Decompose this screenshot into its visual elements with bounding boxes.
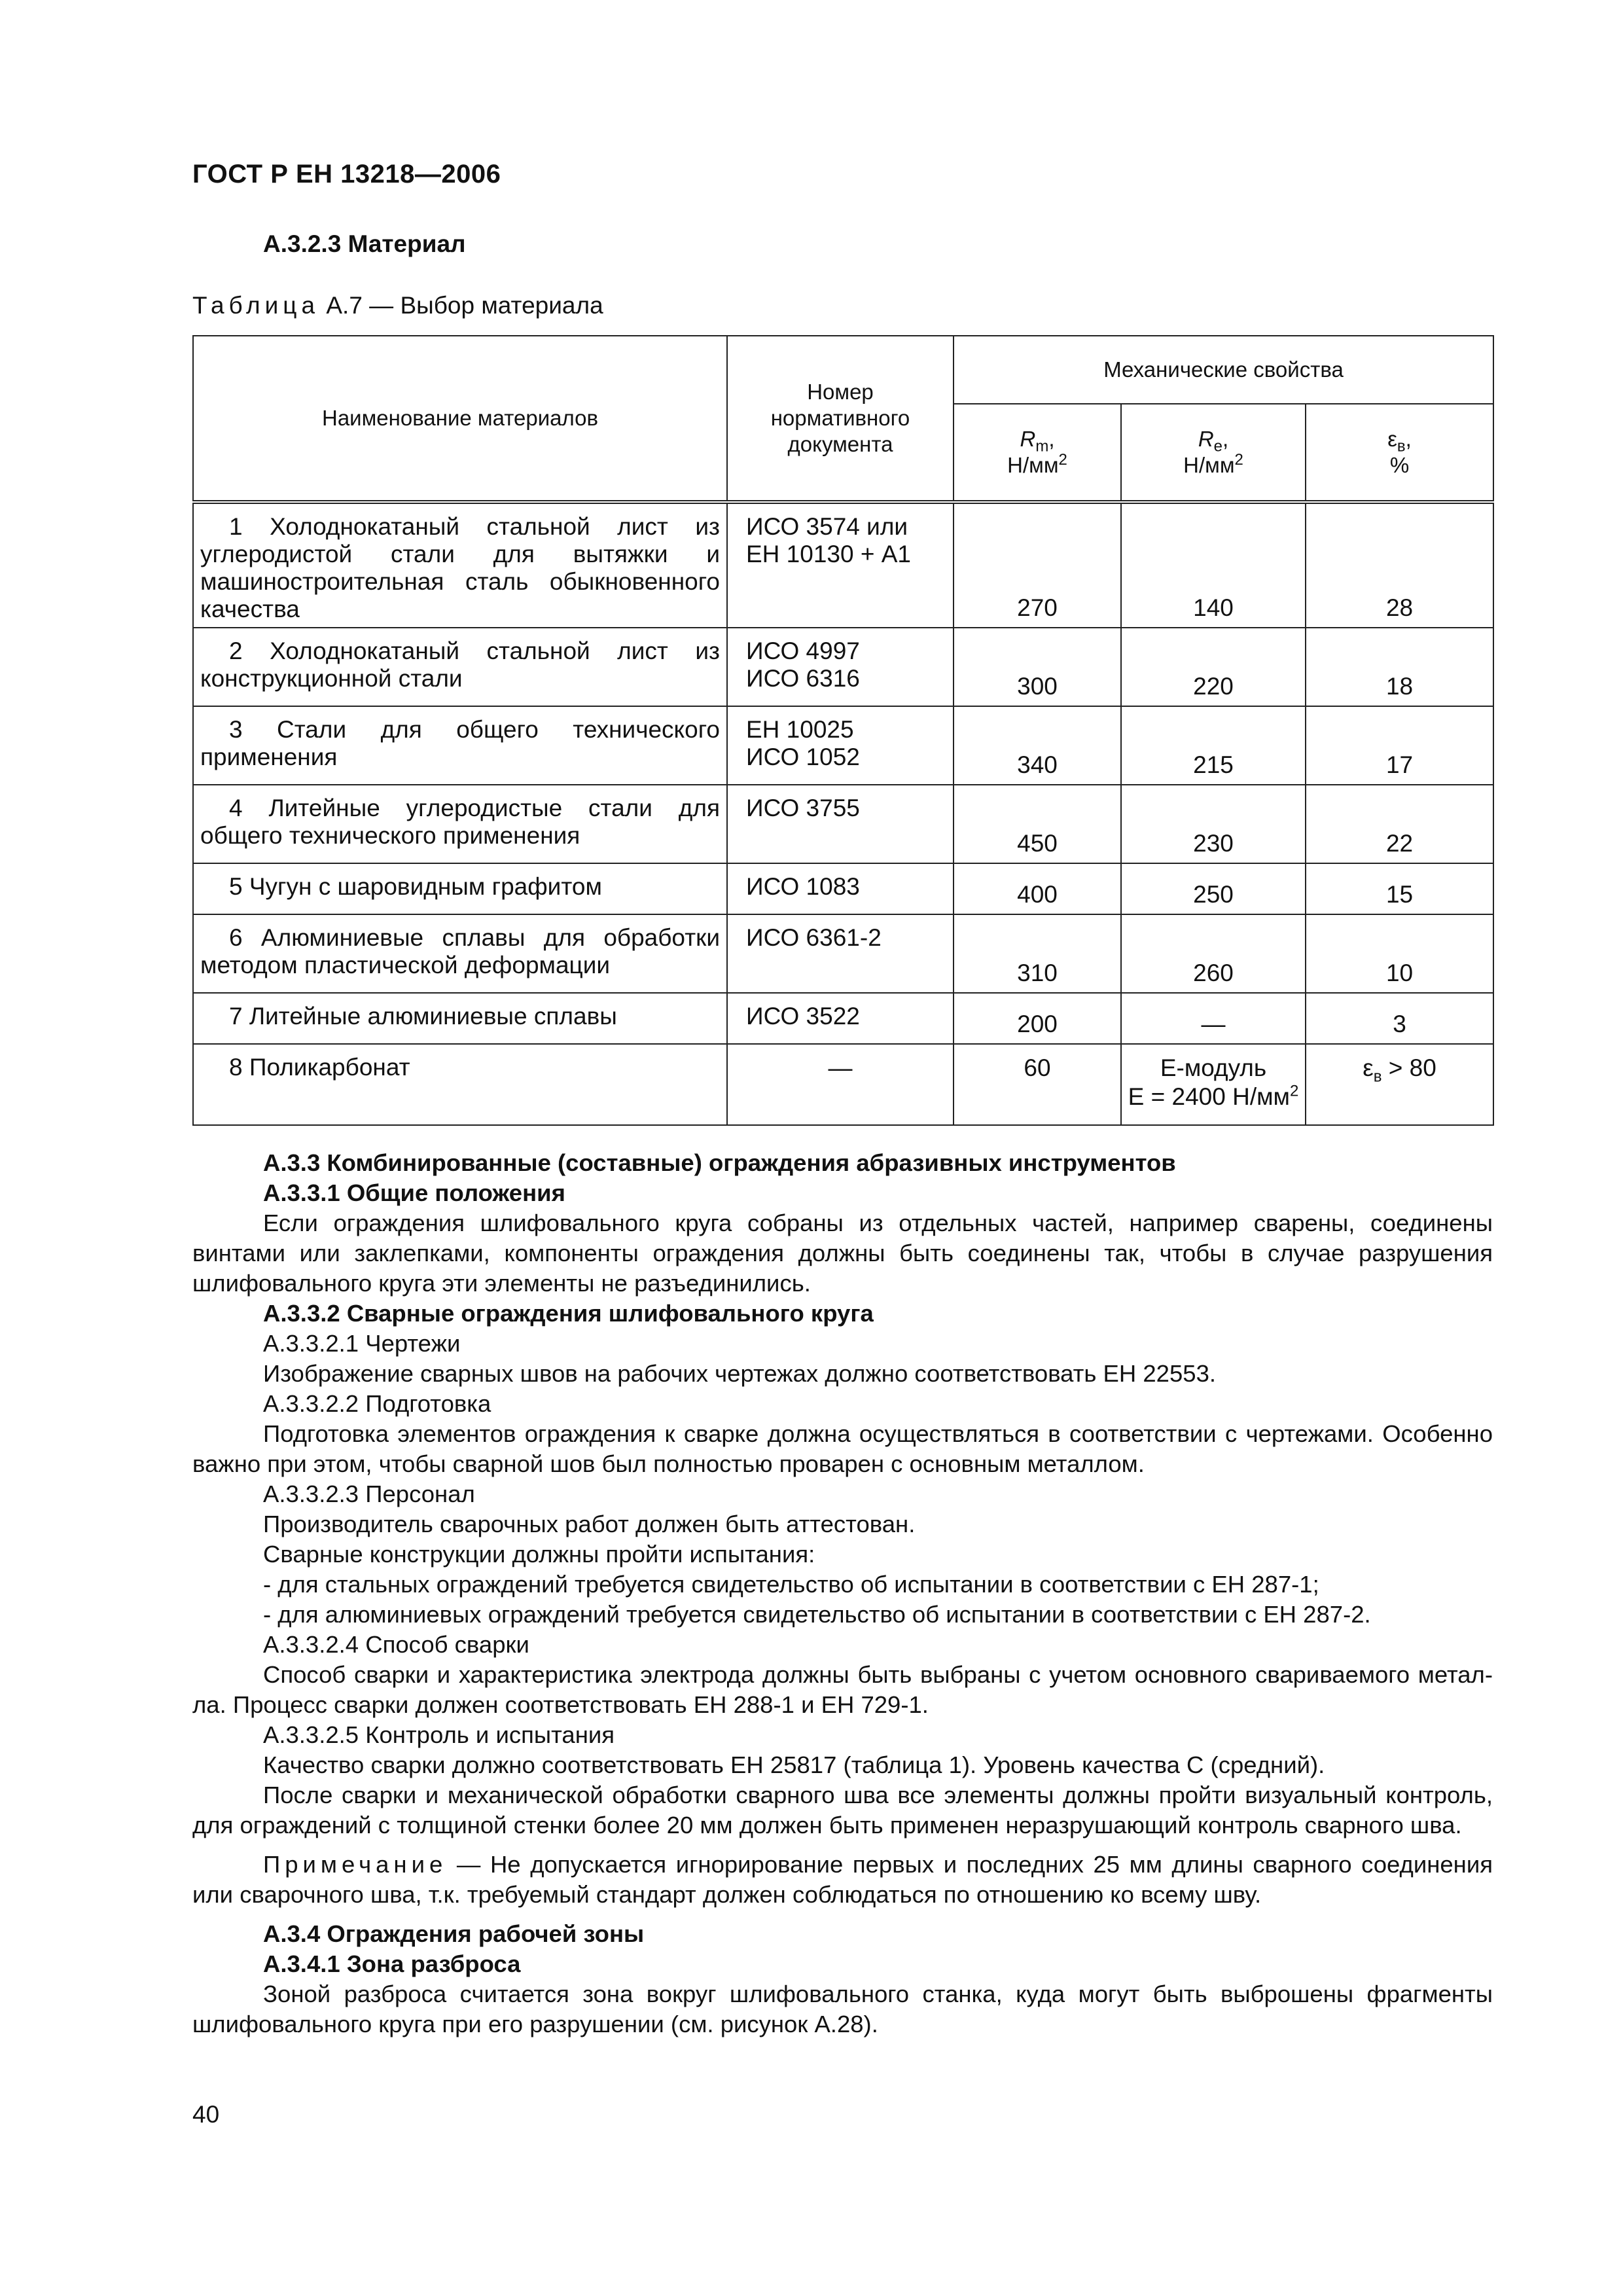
page-number: 40 bbox=[192, 2101, 220, 2128]
epsilon-cell: $\varepsilon_в > 80$ bbox=[1306, 1044, 1493, 1125]
paragraph: Производитель сварочных работ должен быть аттестован. bbox=[263, 1511, 916, 1537]
header-re: $R_e$, $Н/мм^2$ bbox=[1121, 404, 1306, 502]
paragraph: Подготовка элементов ограждения к сварке должна осуществляться в соответствии с чертежами. Особенно важно при этом, чтобы сварной шов был полностью проварен с основным металлом. bbox=[192, 1420, 1493, 1477]
doc-cell: ИСО 3574 или ЕН 10130 + А1 bbox=[727, 502, 954, 628]
doc-cell: — bbox=[727, 1044, 954, 1125]
heading-a341: А.3.4.1 Зона разброса bbox=[263, 1950, 521, 1977]
table-caption-label: Таблица bbox=[192, 292, 320, 319]
re-cell: 215 bbox=[1121, 706, 1306, 785]
epsilon-cell: 3 bbox=[1306, 993, 1493, 1044]
rm-cell: 310 bbox=[954, 914, 1121, 993]
list-item: - для стальных ограждений требуется свидетельство об испытании в соответствии с ЕН 287-1; bbox=[263, 1571, 1319, 1598]
note-text: — Не допускается игнорирование первых и последних 25 мм длины сварного соединения или сварочного шва, т.к. требуемый стандарт должен соблюдаться по отношению ко всему шву. bbox=[192, 1851, 1493, 1908]
doc-cell: ИСО 1083 bbox=[727, 863, 954, 914]
material-name-cell: 7 Литейные алюминиевые сплавы bbox=[193, 993, 727, 1044]
rm-cell: 270 bbox=[954, 502, 1121, 628]
material-name-cell: 6 Алюминиевые сплавы для обработки методом пластической деформации bbox=[193, 914, 727, 993]
re-cell: 140 bbox=[1121, 502, 1306, 628]
epsilon-cell: 28 bbox=[1306, 502, 1493, 628]
rm-cell: 450 bbox=[954, 785, 1121, 863]
heading-a3323: А.3.3.2.3 Персонал bbox=[263, 1480, 475, 1507]
table-caption-text: А.7 — Выбор материала bbox=[319, 292, 603, 319]
note-label: Примечание bbox=[263, 1851, 448, 1878]
paragraph: Способ сварки и характеристика электрода должны быть выбраны с учетом основного свариваемого металла. Процесс сварки должен соответствовать ЕН 288-1 и ЕН 729-1. bbox=[192, 1661, 1493, 1718]
table-row bbox=[193, 863, 1493, 914]
doc-cell: ИСО 3522 bbox=[727, 993, 954, 1044]
doc-cell: ИСО 3755 bbox=[727, 785, 954, 863]
rm-cell: 60 bbox=[954, 1044, 1121, 1125]
paragraph: После сварки и механической обработки сварного шва все элементы должны пройти визуальный контроль, для ограждений с толщиной стенки более 20 мм должен быть применен неразрушающий контроль сварного шва. bbox=[192, 1782, 1493, 1839]
header-mechanical-properties: Механические свойства bbox=[954, 336, 1493, 404]
rm-cell: 340 bbox=[954, 706, 1121, 785]
header-material-name: Наименование материалов bbox=[193, 336, 727, 502]
table-row bbox=[193, 706, 1493, 785]
doc-cell: ИСО 4997 ИСО 6316 bbox=[727, 628, 954, 706]
header-doc-number: Номер нормативного документа bbox=[727, 336, 954, 502]
table-row bbox=[193, 914, 1493, 993]
material-name-cell: 2 Холоднокатаный стальной лист из конструкционной стали bbox=[193, 628, 727, 706]
rm-cell: 200 bbox=[954, 993, 1121, 1044]
heading-a34: А.3.4 Ограждения рабочей зоны bbox=[263, 1920, 645, 1947]
re-cell: Е-модуль Е = 2400 $Н/мм^2$ bbox=[1121, 1044, 1306, 1125]
body-text bbox=[192, 1148, 1493, 2039]
note bbox=[192, 1850, 1493, 1910]
re-cell: 220 bbox=[1121, 628, 1306, 706]
rm-cell: 300 bbox=[954, 628, 1121, 706]
heading-a3321: А.3.3.2.1 Чертежи bbox=[263, 1330, 461, 1357]
re-cell: 260 bbox=[1121, 914, 1306, 993]
re-cell: 250 bbox=[1121, 863, 1306, 914]
heading-a3325: А.3.3.2.5 Контроль и испытания bbox=[263, 1721, 615, 1748]
re-cell: — bbox=[1121, 993, 1306, 1044]
epsilon-cell: 18 bbox=[1306, 628, 1493, 706]
epsilon-cell: 17 bbox=[1306, 706, 1493, 785]
re-cell: 230 bbox=[1121, 785, 1306, 863]
rm-cell: 400 bbox=[954, 863, 1121, 914]
section-title: А.3.2.3 Материал bbox=[263, 230, 466, 257]
epsilon-cell: 15 bbox=[1306, 863, 1493, 914]
heading-a3322: А.3.3.2.2 Подготовка bbox=[263, 1390, 491, 1417]
paragraph: Зоной разброса считается зона вокруг шлифовального станка, куда могут быть выброшены фрагменты шлифовального круга при его разрушении (см. рисунок А.28). bbox=[192, 1981, 1493, 2037]
header-rm: $R_m$, $Н/мм^2$ bbox=[954, 404, 1121, 502]
material-name-cell: 1 Холоднокатаный стальной лист из углеродистой стали для вытяжки и машиностроительная сталь обыкновенного качества bbox=[193, 502, 727, 628]
table-row bbox=[193, 1044, 1493, 1125]
epsilon-cell: 10 bbox=[1306, 914, 1493, 993]
header-epsilon: $\varepsilon_в$, % bbox=[1306, 404, 1493, 502]
material-name-cell: 3 Стали для общего технического применения bbox=[193, 706, 727, 785]
table-row bbox=[193, 628, 1493, 706]
epsilon-cell: 22 bbox=[1306, 785, 1493, 863]
table-caption bbox=[192, 292, 603, 319]
heading-a331: А.3.3.1 Общие положения bbox=[263, 1179, 565, 1206]
heading-a3324: А.3.3.2.4 Способ сварки bbox=[263, 1631, 529, 1658]
paragraph: Изображение сварных швов на рабочих чертежах должно соответствовать ЕН 22553. bbox=[263, 1360, 1217, 1387]
material-name-cell: 5 Чугун с шаровидным графитом bbox=[193, 863, 727, 914]
table-row bbox=[193, 993, 1493, 1044]
material-name-cell: 4 Литейные углеродистые стали для общего технического применения bbox=[193, 785, 727, 863]
materials-table bbox=[192, 335, 1494, 1126]
heading-a33: А.3.3 Комбинированные (составные) ограждения абразивных инструментов bbox=[263, 1149, 1176, 1176]
paragraph: Сварные конструкции должны пройти испытания: bbox=[263, 1541, 815, 1568]
document-header: ГОСТ Р ЕН 13218—2006 bbox=[192, 160, 501, 188]
paragraph: Если ограждения шлифовального круга собраны из отдельных частей, например сварены, соединены винтами или заклепками, компоненты ограждения должны быть соединены так, чтобы в случае разрушения шлифовального круга эти элементы не разъединились. bbox=[192, 1210, 1493, 1297]
heading-a332: А.3.3.2 Сварные ограждения шлифовального круга bbox=[263, 1300, 874, 1327]
doc-cell: ЕН 10025 ИСО 1052 bbox=[727, 706, 954, 785]
table-row bbox=[193, 785, 1493, 863]
table-row bbox=[193, 502, 1493, 628]
paragraph: Качество сварки должно соответствовать ЕН 25817 (таблица 1). Уровень качества С (средний). bbox=[263, 1751, 1325, 1778]
material-name-cell: 8 Поликарбонат bbox=[193, 1044, 727, 1125]
list-item: - для алюминиевых ограждений требуется свидетельство об испытании в соответствии с ЕН 287-2. bbox=[263, 1601, 1371, 1628]
doc-cell: ИСО 6361-2 bbox=[727, 914, 954, 993]
